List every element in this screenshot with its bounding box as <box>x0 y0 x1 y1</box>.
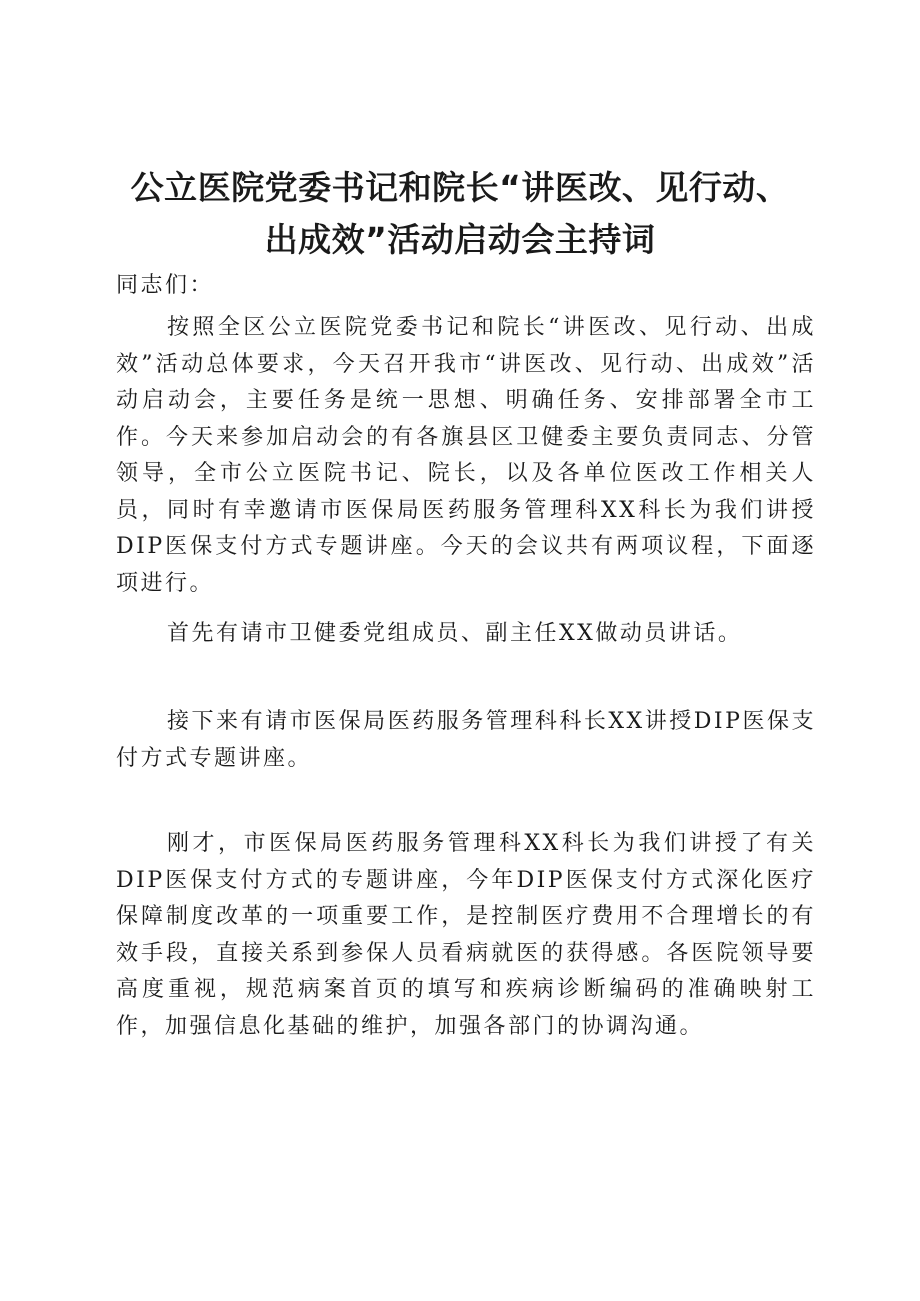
salutation: 同志们： <box>116 273 215 298</box>
document-title <box>100 162 820 266</box>
paragraph-summary: 刚才，市医保局医药服务管理科XX科长为我们讲授了有关DIP医保支付方式的专题讲座，今年DIP医保支付方式深化医疗保障制度改革的一项重要工作，是控制医疗费用不合理增长的有效手段，直接关系到参保人员看病就医的获得感。各医院领导要高度重视，规范病案首页的填写和疾病诊断编码的准确映射工作，加强信息化基础的维护，加强各部门的协调沟通。 <box>116 831 816 1039</box>
paragraph-opening: 按照全区公立医院党委书记和院长“讲医改、见行动、出成效”活动总体要求，今天召开我市“讲医改、见行动、出成效”活动启动会，主要任务是统一思想、明确任务、安排部署全市工作。今天来参加启动会的有各旗县区卫健委主要负责同志、分管领导，全市公立医院书记、院长，以及各单位医改工作相关人员，同时有幸邀请市医保局医药服务管理科XX科长为我们讲授DIP医保支付方式专题讲座。今天的会议共有两项议程，下面逐项进行。 <box>116 315 816 596</box>
paragraph-agenda-1: 首先有请市卫健委党组成员、副主任XX做动员讲话。 <box>167 621 743 646</box>
title-line-2: 出成效”活动启动会主持词 <box>264 220 656 259</box>
paragraph-agenda-2: 接下来有请市医保局医药服务管理科科长XX讲授DIP医保支付方式专题讲座。 <box>116 709 816 771</box>
title-line-1: 公立医院党委书记和院长“讲医改、见行动、 <box>130 168 790 207</box>
